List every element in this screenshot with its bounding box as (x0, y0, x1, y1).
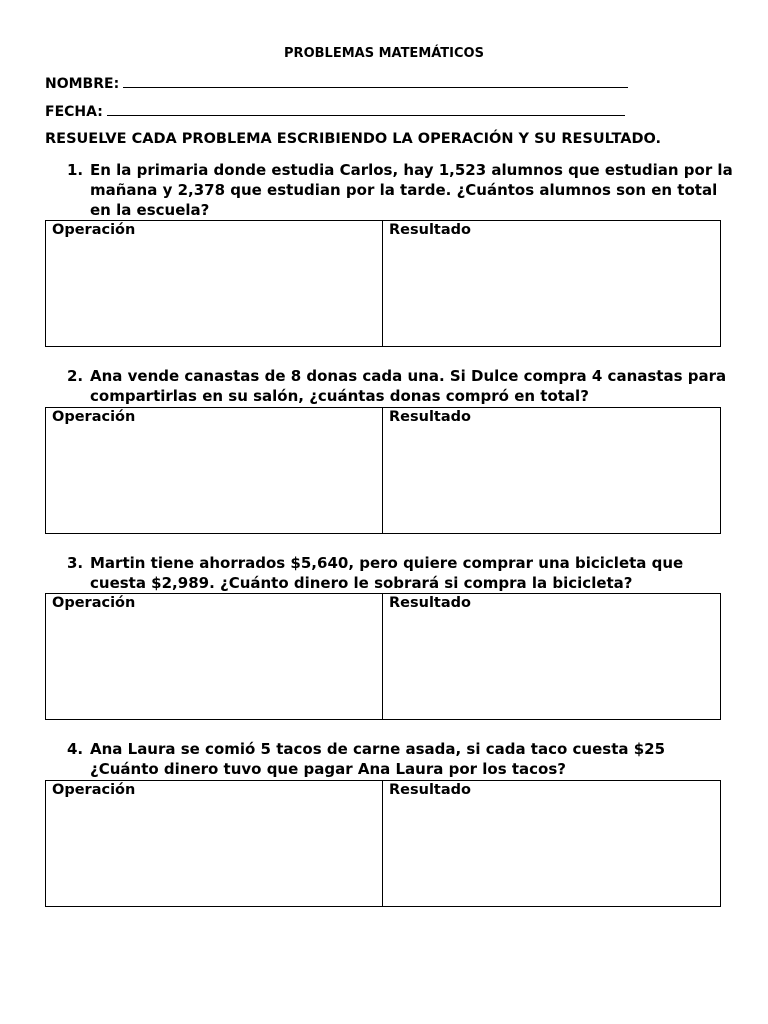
result-header: Resultado (389, 409, 471, 425)
problem-text: Ana Laura se comió 5 tacos de carne asada, si cada taco cuesta $25 ¿Cuánto dinero tuvo que pagar Ana Laura por los tacos? (90, 740, 666, 778)
date-blank-line (107, 102, 625, 116)
problem-1 (67, 160, 737, 220)
problem-number: 1. (67, 161, 84, 179)
answer-table-1 (45, 220, 721, 347)
problem-text: Martin tiene ahorrados $5,640, pero quiere comprar una bicicleta que cuesta $2,989. ¿Cuánto dinero le sobrará si compra la bicicleta? (90, 554, 684, 592)
operation-cell (46, 781, 383, 906)
operation-cell (46, 594, 383, 719)
problem-2 (67, 366, 737, 406)
problem-number: 2. (67, 367, 84, 385)
result-header: Resultado (389, 782, 471, 798)
operation-header: Operación (52, 782, 136, 798)
result-cell (383, 221, 720, 346)
name-field (45, 74, 628, 93)
operation-cell (46, 408, 383, 533)
page-title: PROBLEMAS MATEMÁTICOS (284, 46, 484, 61)
answer-table-2 (45, 407, 721, 534)
result-header: Resultado (389, 595, 471, 611)
operation-header: Operación (52, 409, 136, 425)
result-cell (383, 781, 720, 906)
name-label: NOMBRE: (45, 76, 120, 92)
date-label: FECHA: (45, 104, 103, 120)
operation-header: Operación (52, 222, 136, 238)
problem-number: 3. (67, 554, 84, 572)
answer-table-4 (45, 780, 721, 907)
result-cell (383, 594, 720, 719)
result-header: Resultado (389, 222, 471, 238)
date-field (45, 102, 625, 121)
problem-4 (67, 739, 737, 779)
name-blank-line (123, 74, 628, 88)
operation-cell (46, 221, 383, 346)
problem-text: Ana vende canastas de 8 donas cada una. Si Dulce compra 4 canastas para compartirlas en su salón, ¿cuántas donas compró en total? (90, 367, 727, 405)
answer-table-3 (45, 593, 721, 720)
operation-header: Operación (52, 595, 136, 611)
problem-text: En la primaria donde estudia Carlos, hay 1,523 alumnos que estudian por la mañana y 2,378 que estudian por la tarde. ¿Cuántos alumnos son en total en la escuela? (90, 161, 733, 219)
result-cell (383, 408, 720, 533)
instructions: RESUELVE CADA PROBLEMA ESCRIBIENDO LA OPERACIÓN Y SU RESULTADO. (45, 131, 662, 147)
problem-number: 4. (67, 740, 84, 758)
problem-3 (67, 553, 737, 593)
